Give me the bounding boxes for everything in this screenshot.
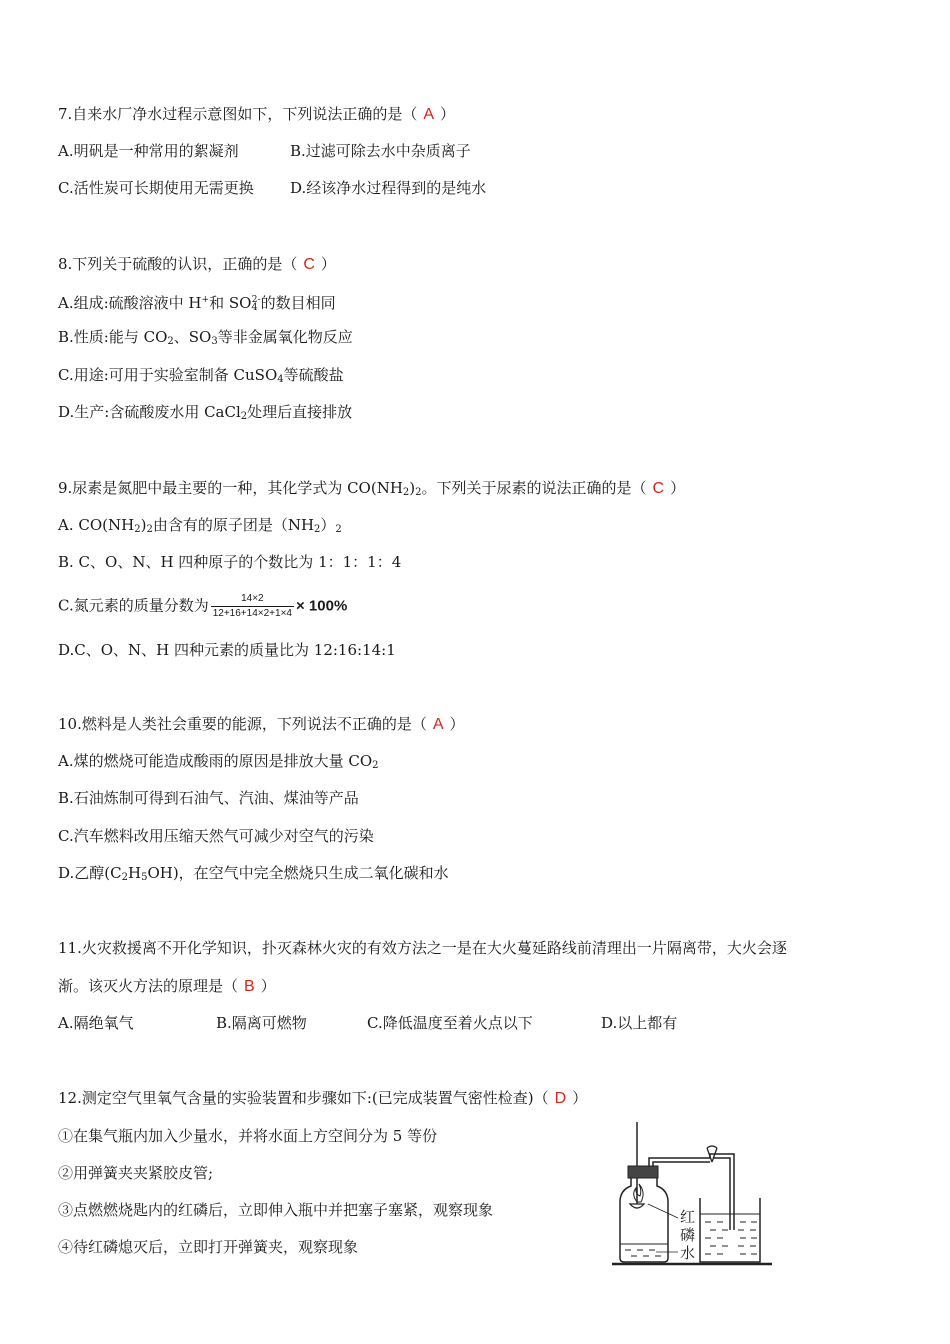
q7-option-a: A.明矾是一种常用的絮凝剂 bbox=[58, 142, 239, 160]
q10-stem: 10.燃料是人类社会重要的能源，下列说法不正确的是（ A ） bbox=[58, 715, 465, 733]
q9-option-a: A. $CO(NH_2)_2$由含有的原子团是$(NH_2)_2$ bbox=[58, 516, 342, 535]
label-pointer-red-phosphorus bbox=[648, 1204, 678, 1218]
q7-options-row1 bbox=[58, 141, 471, 161]
q7-option-d: D.经该净水过程得到的是纯水 bbox=[290, 179, 487, 197]
q8-option-a: A.组成:硫酸溶液中 H+和 $SO_4^{2-}$的数目相同 bbox=[58, 294, 336, 313]
combustion-spoon bbox=[630, 1204, 644, 1208]
q7-options-row2 bbox=[58, 178, 486, 198]
label-phosphorus: 磷 bbox=[680, 1228, 696, 1244]
q10-option-c: C.汽车燃料改用压缩天然气可减少对空气的污染 bbox=[58, 827, 374, 845]
q10-option-a: A.煤的燃烧可能造成酸雨的原因是排放大量 $CO_2$ bbox=[58, 752, 379, 771]
q11-stem-line1: 11.火灾救援离不开化学知识，扑灭森林火灾的有效方法之一是在大火蔓延路线前清理出一片隔离带，大火会逐 bbox=[58, 939, 787, 957]
q11-option-d: D.以上都有 bbox=[601, 1014, 678, 1032]
q10-answer: A bbox=[432, 716, 444, 733]
q11-answer: B bbox=[244, 978, 255, 995]
q7-answer: A bbox=[423, 106, 434, 123]
q12-step-2: ②用弹簧夹夹紧胶皮管; bbox=[58, 1164, 214, 1182]
q12-step-1: ①在集气瓶内加入少量水，并将水面上方空间分为 5 等份 bbox=[58, 1127, 438, 1145]
flame-icon bbox=[634, 1184, 643, 1202]
q7-option-c: C.活性炭可长期使用无需更换 bbox=[58, 179, 254, 197]
q12-step-4: ④待红磷熄灭后，立即打开弹簧夹，观察现象 bbox=[58, 1238, 359, 1256]
q11-option-c: C.降低温度至着火点以下 bbox=[367, 1014, 533, 1032]
q9-option-b: B. C、O、N、H 四种原子的个数比为 1：1：1：4 bbox=[58, 553, 402, 571]
q9-stem: 9.尿素是氮肥中最主要的一种，其化学式为 $CO(NH_2)_2$。下列关于尿素的说法正确的是（ C ） bbox=[58, 479, 686, 498]
q7-stem: 7.自来水厂净水过程示意图如下，下列说法正确的是（ A ） bbox=[58, 105, 456, 123]
q11-option-a: A.隔绝氧气 bbox=[58, 1014, 134, 1032]
stopper bbox=[628, 1166, 658, 1178]
label-red: 红 bbox=[680, 1210, 696, 1226]
q8-answer: C bbox=[303, 256, 315, 273]
q10-option-b: B.石油炼制可得到石油气、汽油、煤油等产品 bbox=[58, 789, 359, 807]
q12-stem: 12.测定空气里氧气含量的实验装置和步骤如下:(已完成装置气密性检查)（ D ） bbox=[58, 1089, 588, 1107]
beaker-water-dashes bbox=[705, 1222, 757, 1254]
bottle-water-dashes bbox=[625, 1250, 661, 1256]
q10-option-d: D.乙醇$(C_2H_5OH)$，在空气中完全燃烧只生成二氧化碳和水 bbox=[58, 864, 449, 883]
label-water: 水 bbox=[680, 1246, 696, 1262]
q12-step-3: ③点燃燃烧匙内的红磷后，立即伸入瓶中并把塞子塞紧，观察现象 bbox=[58, 1201, 494, 1219]
q11-options bbox=[58, 1013, 677, 1033]
q11-option-b: B.隔离可燃物 bbox=[216, 1014, 307, 1032]
q7-option-b: B.过滤可除去水中杂质离子 bbox=[290, 142, 471, 160]
q8-option-b: B.性质:能与 $CO_2$、$SO_3$等非金属氧化物反应 bbox=[58, 328, 353, 347]
oxygen-measurement-apparatus bbox=[612, 1118, 772, 1270]
q11-stem-line2: 渐。该灭火方法的原理是（ B ） bbox=[58, 977, 276, 995]
q8-option-d: D.生产:含硫酸废水用 CaCl$_2$处理后直接排放 bbox=[58, 403, 353, 422]
q8-stem: 8.下列关于硫酸的认识，正确的是（ C ） bbox=[58, 255, 336, 273]
q9-option-c: C.氮元素的质量分数为 $\frac{14\times 2}{12+16+14\times 2+1\times 4}$ × 100% bbox=[58, 593, 348, 619]
q9-answer: C bbox=[652, 480, 665, 497]
q8-option-c: C.用途:可用于实验室制备 CuSO$_4$等硫酸盐 bbox=[58, 366, 344, 385]
q9-fraction: $\frac{14\times 2}{12+16+14\times 2+1\times 4}$ bbox=[212, 593, 292, 619]
q9-option-d: D.C、O、N、H 四种元素的质量比为 12:16:14:1 bbox=[58, 641, 396, 659]
q12-answer: D bbox=[554, 1090, 567, 1107]
gas-bottle bbox=[620, 1178, 668, 1262]
